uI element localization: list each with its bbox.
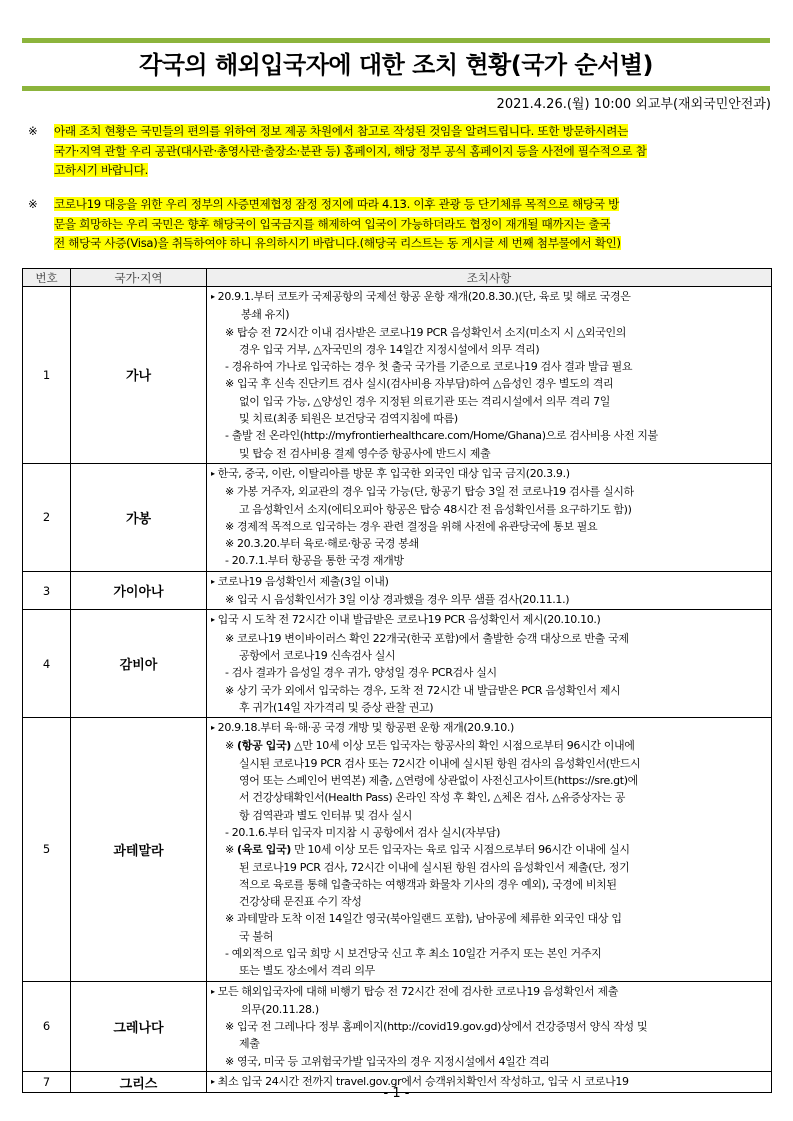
measure-text: - 20.7.1.부터 항공을 통한 국경 재개방: [225, 554, 404, 568]
page-title: 각국의 해외입국자에 대한 조치 현황(국가 순서별): [139, 51, 653, 79]
measure-bold: (항공 입국): [237, 739, 291, 753]
measure-text: ※ 코로나19 변이바이러스 확인 22개국(한국 포함)에서 출발한 승객 대상으로 반출 국제: [225, 631, 629, 645]
page-number: - 1 -: [383, 1086, 410, 1101]
measures-cell: [207, 287, 772, 464]
measure-line: [211, 465, 765, 483]
measure-text: ※ 입국 전 그레나다 정부 홈페이지(http://covid19.gov.gd)상에서 건강증명서 양식 작성 및: [225, 1020, 648, 1034]
measure-text: 코로나19 음성확인서 제출(3일 이내): [217, 574, 389, 588]
measure-text: 공항에서 코로나19 신속검사 실시: [239, 648, 396, 662]
notice-line: 국가·지역 관할 우리 공관(대사관·총영사관·출장소·분관 등) 홈페이지, 해당 정부 공식 홈페이지 등을 사전에 필수적으로 참: [54, 143, 647, 158]
measures-cell: [207, 610, 772, 718]
measure-line: [211, 945, 765, 962]
measure-line: [211, 591, 765, 608]
notice-line: 문을 희망하는 우리 국민은 향후 해당국이 입국금지를 해제하여 입국이 가능하더라도 협정이 재개될 때까지는 출국: [54, 216, 611, 231]
measure-line: [211, 1001, 765, 1018]
measure-line: [211, 375, 765, 392]
bullet-triangle-icon: ▸: [211, 615, 215, 625]
measure-text: 실시된 코로나19 PCR 검사 또는 72시간 이내에 실시된 항원 검사의 음성확인서(반드시: [239, 756, 641, 770]
header-country: 국가·지역: [71, 269, 207, 287]
measure-line: [211, 393, 765, 410]
measure-line: [211, 427, 765, 444]
measure-text: - 경유하여 가나로 입국하는 경우 첫 출국 국가를 기준으로 코로나19 검사 결과 발급 필요: [225, 360, 633, 374]
measure-line: [211, 962, 765, 979]
measures-cell: [207, 981, 772, 1071]
notice-line: 전 해당국 사증(Visa)을 취득하여야 하니 유의하시기 바랍니다.(해당국 리스트는 동 게시글 세 번째 첨부물에서 확인): [54, 236, 621, 250]
measure-text: 만 10세 이상 모든 입국자는 육로 입국 시점으로부터 96시간 이내에 실시: [290, 843, 630, 857]
measure-line: [211, 341, 765, 358]
measure-line: [211, 410, 765, 427]
measure-text: ※ 과테말라 도착 이전 14일간 영국(북아일랜드 포함), 남아공에 체류한 외국인 대상 입: [225, 912, 622, 926]
measure-text: 없이 입국 가능, △양성인 경우 지정된 의료기관 또는 격리시설에서 의무 격리 7일: [239, 394, 611, 408]
measure-text: ※ 입국 시 음성확인서가 3일 이상 경과했을 경우 의무 샘플 검사(20.11.1.): [225, 593, 570, 607]
measure-text: 항 검역관과 별도 인터뷰 및 검사 실시: [239, 808, 413, 822]
measures-cell: [207, 463, 772, 571]
measure-prefix: ※: [225, 739, 238, 753]
table-row: [23, 718, 772, 981]
row-number: 6: [23, 981, 71, 1071]
measure-line: [211, 841, 765, 858]
measure-text: ※ 경제적 목적으로 입국하는 경우 관련 결정을 위해 사전에 유관당국에 통보 필요: [225, 519, 598, 533]
measure-line: [211, 755, 765, 772]
measure-line: [211, 893, 765, 910]
measure-text: 서 건강상태확인서(Health Pass) 온라인 작성 후 확인, △체온 검사, △유증상자는 공: [239, 791, 625, 805]
measure-text: 제출: [239, 1037, 260, 1051]
measure-line: [211, 983, 765, 1001]
notice-mark: ※: [28, 197, 38, 211]
measure-text: 된 코로나19 PCR 검사, 72시간 이내에 실시된 항원 검사의 음성확인서 제출(단, 정기: [239, 860, 630, 874]
notice-1: [22, 122, 772, 181]
measure-text: ※ 입국 후 신속 진단키트 검사 실시(검사비용 자부담)하여 △음성인 경우 별도의 격리: [225, 377, 614, 391]
country-name: 그레나다: [71, 981, 207, 1071]
measure-line: [211, 501, 765, 518]
measure-text: 20.9.18.부터 육·해·공 국경 개방 및 항공편 운항 재개(20.9.10.): [217, 721, 514, 735]
measure-line: [211, 910, 765, 927]
measure-text: 적으로 육로를 통해 입출국하는 여행객과 화물차 기사의 경우 예외), 국경에 비치된: [239, 877, 617, 891]
measure-text: 봉쇄 유지): [241, 308, 290, 322]
measure-line: [211, 483, 765, 500]
measure-line: [211, 876, 765, 893]
measure-text: 최소 입국 24시간 전까지 travel.gov.gr에서 승객위치확인서 작성하고, 입국 시 코로나19: [217, 1075, 629, 1089]
measure-line: [211, 859, 765, 876]
header-num: 번호: [23, 269, 71, 287]
measure-text: 및 탑승 전 검사비용 결제 영수증 항공사에 반드시 제출: [239, 446, 491, 460]
bullet-triangle-icon: ▸: [211, 576, 215, 586]
measure-line: [211, 824, 765, 841]
measure-line: [211, 306, 765, 323]
measure-text: 입국 시 도착 전 72시간 이내 발급받은 코로나19 PCR 음성확인서 제시(20.10.10.): [217, 613, 601, 627]
measure-line: [211, 664, 765, 681]
measure-text: △만 10세 이상 모든 입국자는 항공사의 확인 시점으로부터 96시간 이내에: [290, 739, 635, 753]
measure-line: [211, 573, 765, 591]
row-number: 4: [23, 610, 71, 718]
measure-text: ※ 상기 국가 외에서 입국하는 경우, 도착 전 72시간 내 발급받은 PCR 음성확인서 제시: [225, 683, 621, 697]
measure-text: 또는 별도 장소에서 격리 의무: [239, 964, 375, 978]
measure-text: 한국, 중국, 이란, 이탈리아를 방문 후 입국한 외국인 대상 입국 금지(20.3.9.): [217, 466, 570, 480]
measure-line: [211, 719, 765, 737]
title-top-bar: [22, 38, 770, 43]
measure-prefix: ※: [225, 843, 238, 857]
measure-line: [211, 358, 765, 375]
measure-text: ※ 탑승 전 72시간 이내 검사받은 코로나19 PCR 음성확인서 소지(미소지 시 △외국인의: [225, 325, 627, 339]
table-row: [23, 463, 772, 571]
row-number: 2: [23, 463, 71, 571]
measure-line: [211, 535, 765, 552]
row-number: 7: [23, 1072, 71, 1093]
header-measures: 조치사항: [207, 269, 772, 287]
measure-line: [211, 699, 765, 716]
notice-2: [22, 195, 772, 254]
measure-text: 후 귀가(14일 자가격리 및 증상 관찰 권고): [239, 700, 434, 714]
measure-bold: (육로 입국): [237, 843, 291, 857]
country-name: 감비아: [71, 610, 207, 718]
measure-text: ※ 영국, 미국 등 고위험국가발 입국자의 경우 지정시설에서 4일간 격리: [225, 1054, 550, 1068]
measure-text: - 출발 전 온라인(http://myfrontierhealthcare.com/Home/Ghana)으로 검사비용 사전 지불: [225, 429, 658, 443]
measure-text: 20.9.1.부터 코토카 국제공항의 국제선 항공 운항 재개(20.8.30.)(단, 육로 및 해로 국경은: [217, 290, 631, 303]
country-name: 그리스: [71, 1072, 207, 1093]
title-bottom-bar: [22, 86, 770, 91]
measure-text: ※ 가봉 거주자, 외교관의 경우 입국 가능(단, 항공기 탑승 3일 전 코로나19 검사를 실시하: [225, 485, 634, 499]
measure-line: [211, 1053, 765, 1070]
measure-text: - 예외적으로 입국 희망 시 보건당국 신고 후 최소 10일간 거주지 또는 본인 거주지: [225, 946, 602, 960]
measure-line: [211, 928, 765, 945]
measure-line: [211, 324, 765, 341]
measure-line: [211, 1035, 765, 1052]
measure-text: 고 음성확인서 소지(에티오피아 항공은 탑승 48시간 전 음성확인서를 요구하기도 함)): [239, 502, 632, 516]
measure-line: [211, 682, 765, 699]
measure-text: 건강상태 문진표 수기 작성: [239, 895, 362, 909]
measure-line: [211, 445, 765, 462]
notice-mark: ※: [28, 124, 38, 138]
measure-line: [211, 518, 765, 535]
country-name: 가봉: [71, 463, 207, 571]
notice-line: 코로나19 대응을 위한 우리 정부의 사증면제협정 잠정 정지에 따라 4.13. 이후 관광 등 단기체류 목적으로 해당국 방: [54, 197, 620, 211]
table-header-row: [23, 269, 772, 287]
measure-line: [211, 772, 765, 789]
measures-table: [22, 268, 772, 1093]
table-row: [23, 981, 772, 1071]
measure-text: 의무(20.11.28.): [241, 1002, 319, 1016]
bullet-triangle-icon: ▸: [211, 723, 215, 733]
table-row: [23, 287, 772, 464]
notice-line: 고하시기 바랍니다.: [54, 163, 148, 177]
measure-text: 경우 입국 거부, △자국민의 경우 14일간 지정시설에서 의무 격리): [239, 342, 540, 356]
table-row: [23, 571, 772, 610]
measure-text: 및 치료(최종 퇴원은 보건당국 검역지침에 따름): [239, 412, 458, 426]
table-row: [23, 610, 772, 718]
row-number: 5: [23, 718, 71, 981]
measure-line: [211, 647, 765, 664]
measure-line: [211, 552, 765, 569]
row-number: 1: [23, 287, 71, 464]
bullet-triangle-icon: ▸: [211, 1077, 215, 1087]
bullet-triangle-icon: ▸: [211, 292, 215, 301]
date-line: 2021.4.26.(월) 10:00 외교부(재외국민안전과): [496, 97, 771, 112]
measures-cell: [207, 718, 772, 981]
country-name: 가나: [71, 287, 207, 464]
measure-text: 국 불허: [239, 929, 273, 943]
notice-line: 아래 조치 현황은 국민들의 편의를 위하여 정보 제공 차원에서 참고로 작성된 것임을 알려드립니다. 또한 방문하시려는: [54, 124, 628, 138]
row-number: 3: [23, 571, 71, 610]
measure-text: 모든 해외입국자에 대해 비행기 탑승 전 72시간 전에 검사한 코로나19 음성확인서 제출: [217, 984, 618, 998]
measure-line: [211, 737, 765, 754]
measure-line: [211, 288, 765, 306]
measure-line: [211, 807, 765, 824]
bullet-triangle-icon: ▸: [211, 986, 215, 996]
measure-line: [211, 1018, 765, 1035]
measure-text: - 검사 결과가 음성일 경우 귀가, 양성일 경우 PCR검사 실시: [225, 666, 497, 680]
bullet-triangle-icon: ▸: [211, 468, 215, 478]
measures-cell: [207, 571, 772, 610]
country-name: 가이아나: [71, 571, 207, 610]
measure-text: ※ 20.3.20.부터 육로·해로·항공 국경 봉쇄: [225, 537, 419, 551]
country-name: 과테말라: [71, 718, 207, 981]
measure-text: - 20.1.6.부터 입국자 미지참 시 공항에서 검사 실시(자부담): [225, 825, 501, 839]
measure-line: [211, 611, 765, 629]
measure-text: 영어 또는 스페인어 번역본) 제출, △연령에 상관없이 사전신고사이트(https://sre.gt)에: [239, 774, 638, 788]
measure-line: [211, 789, 765, 806]
measure-line: [211, 630, 765, 647]
